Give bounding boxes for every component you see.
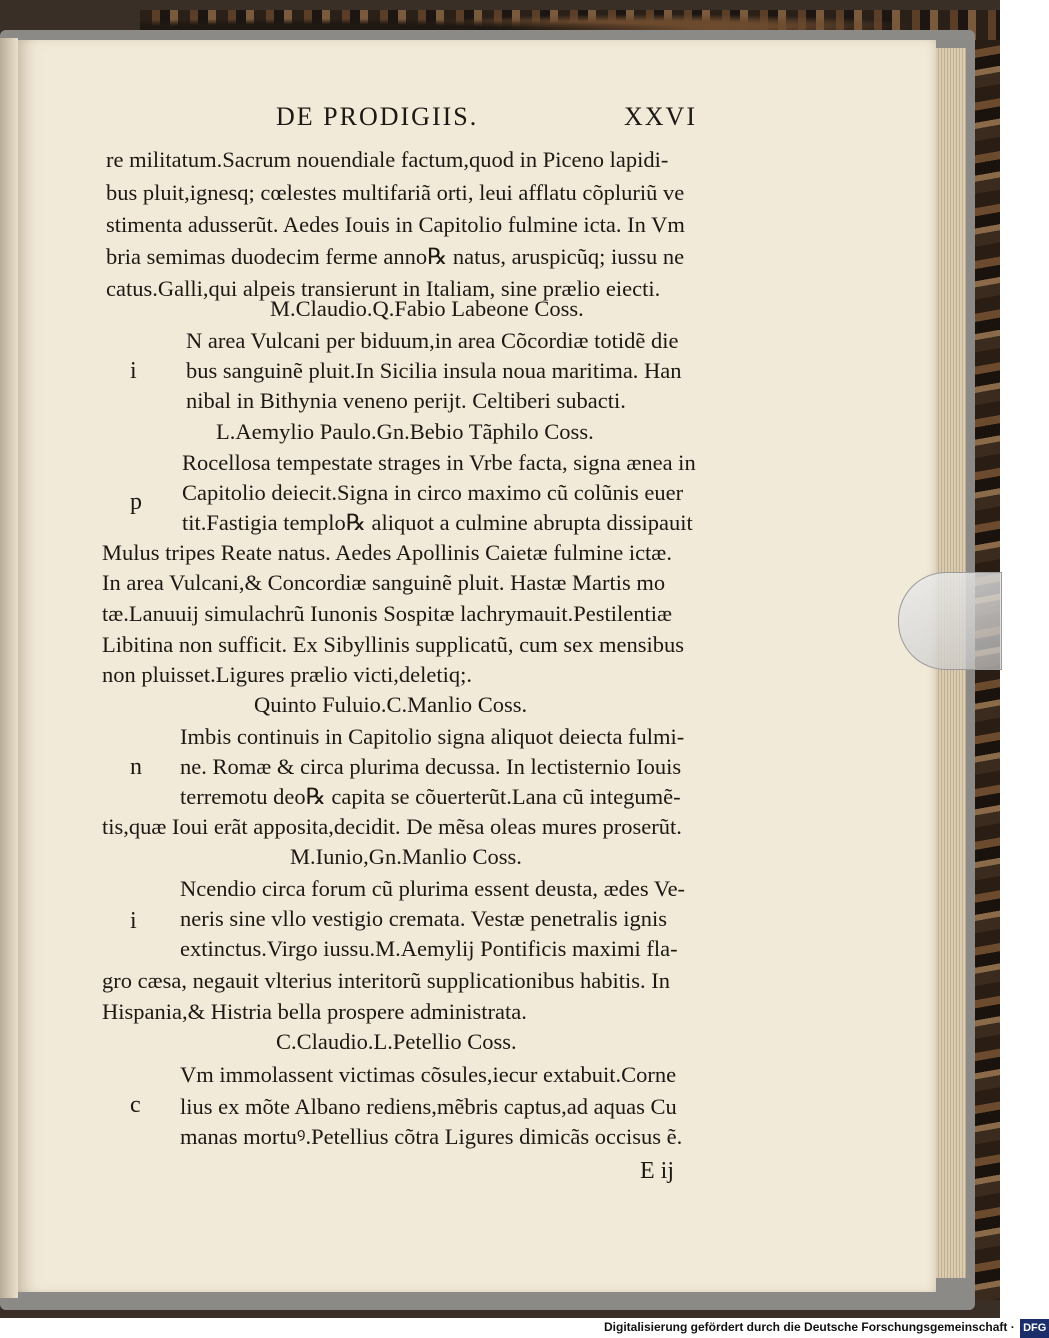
page-clip: [898, 572, 1002, 670]
footer-text: Digitalisierung gefördert durch die Deutsche Forschungsgemeinschaft: [604, 1320, 1008, 1334]
consul-heading: Quinto Fuluio.C.Manlio Coss.: [254, 692, 528, 717]
text-line: bus sanguinẽ pluit.In Sicilia insula noua maritima. Han: [186, 358, 682, 383]
page: [18, 40, 936, 1292]
text-line: Mulus tripes Reate natus. Aedes Apollinis Caietæ fulmine ictæ.: [102, 540, 672, 565]
text-line: Capitolio deiecit.Signa in circo maximo cũ colũnis euer: [182, 480, 684, 505]
consul-heading: M.Claudio.Q.Fabio Labeone Coss.: [270, 296, 584, 321]
guide-letter: c: [130, 1092, 141, 1118]
text-line: lius ex mõte Albano rediens,mẽbris captus,ad aquas Cu: [180, 1094, 677, 1119]
text-line: N area Vulcani per biduum,in area Cõcordiæ totidẽ die: [186, 328, 679, 353]
text-line: tit.Fastigia templo℞ aliquot a culmine abrupta dissipauit: [182, 510, 693, 535]
text-line: manas mortuꝰ.Petellius cõtra Ligures dimicãs occisus ẽ.: [180, 1124, 683, 1149]
text-line: Ncendio circa forum cũ plurima essent deusta, ædes Ve-: [180, 876, 686, 901]
text-line: bria semimas duodecim ferme anno℞ natus, aruspicũq; iussu ne: [106, 244, 685, 269]
text-line: Vm immolassent victimas cõsules,iecur extabuit.Corne: [180, 1062, 677, 1087]
text-line: terremotu deo℞ capita se cõuerterũt.Lana cũ integumẽ-: [180, 784, 681, 809]
text-line: stimenta adusserũt. Aedes Iouis in Capitolio fulmine icta. In Vm: [106, 212, 685, 237]
left-page-edge: [0, 38, 18, 1298]
text-line: re militatum.Sacrum nouendiale factum,quod in Piceno lapidi-: [106, 147, 669, 172]
text-line: bus pluit,ignesq; cœlestes multifariã orti, leui afflatu cõpluriũ ve: [106, 180, 685, 205]
consul-heading: M.Iunio,Gn.Manlio Coss.: [290, 844, 522, 869]
guide-letter: i: [130, 358, 137, 384]
text-line: Hispania,& Histria bella prospere administrata.: [102, 999, 527, 1024]
guide-letter: p: [130, 489, 142, 515]
folio-number: XXVI: [624, 102, 697, 131]
text-line: Imbis continuis in Capitolio signa aliquot deiecta fulmi-: [180, 724, 685, 749]
guide-letter: i: [130, 908, 137, 934]
text-line: catus.Galli,qui alpeis transierunt in Italiam, sine prælio eiecti.: [106, 276, 661, 301]
guide-letter: n: [130, 754, 142, 780]
text-line: In area Vulcani,& Concordiæ sanguinẽ pluit. Hastæ Martis mo: [102, 570, 666, 595]
consul-heading: C.Claudio.L.Petellio Coss.: [276, 1029, 517, 1054]
text-line: tis,quæ Ioui erãt apposita,decidit. De mẽsa oleas mures proserũt.: [102, 814, 682, 839]
text-line: non pluisset.Ligures prælio victi,deletiq;.: [102, 662, 472, 687]
signature-mark: E ij: [640, 1158, 674, 1184]
text-line: ne. Romæ & circa plurima decussa. In lectisternio Iouis: [180, 754, 682, 779]
text-line: gro cæsa, negauit vlterius interitorũ supplicationibus habitis. In: [102, 968, 671, 993]
text-line: Libitina non sufficit. Ex Sibyllinis supplicatũ, cum sex mensibus: [102, 632, 685, 657]
footer-credit: Digitalisierung gefördert durch die Deutsche Forschungsgemeinschaft · DFG: [604, 1318, 1000, 1337]
text-line: extinctus.Virgo iussu.M.Aemylij Pontificis maximi fla-: [180, 936, 678, 961]
text-line: tæ.Lanuuij simulachrũ Iunonis Sospitæ lachrymauit.Pestilentiæ: [102, 601, 672, 626]
dfg-logo: DFG: [1020, 1319, 1049, 1338]
text-line: nibal in Bithynia veneno perijt. Celtiberi subacti.: [186, 388, 626, 413]
consul-heading: L.Aemylio Paulo.Gn.Bebio Tãphilo Coss.: [216, 419, 594, 444]
text-line: neris sine vllo vestigio cremata. Vestæ penetralis ignis: [180, 906, 667, 931]
running-head: DE PRODIGIIS.: [276, 102, 479, 131]
text-line: Rocellosa tempestate strages in Vrbe facta, signa ænea in: [182, 450, 696, 475]
